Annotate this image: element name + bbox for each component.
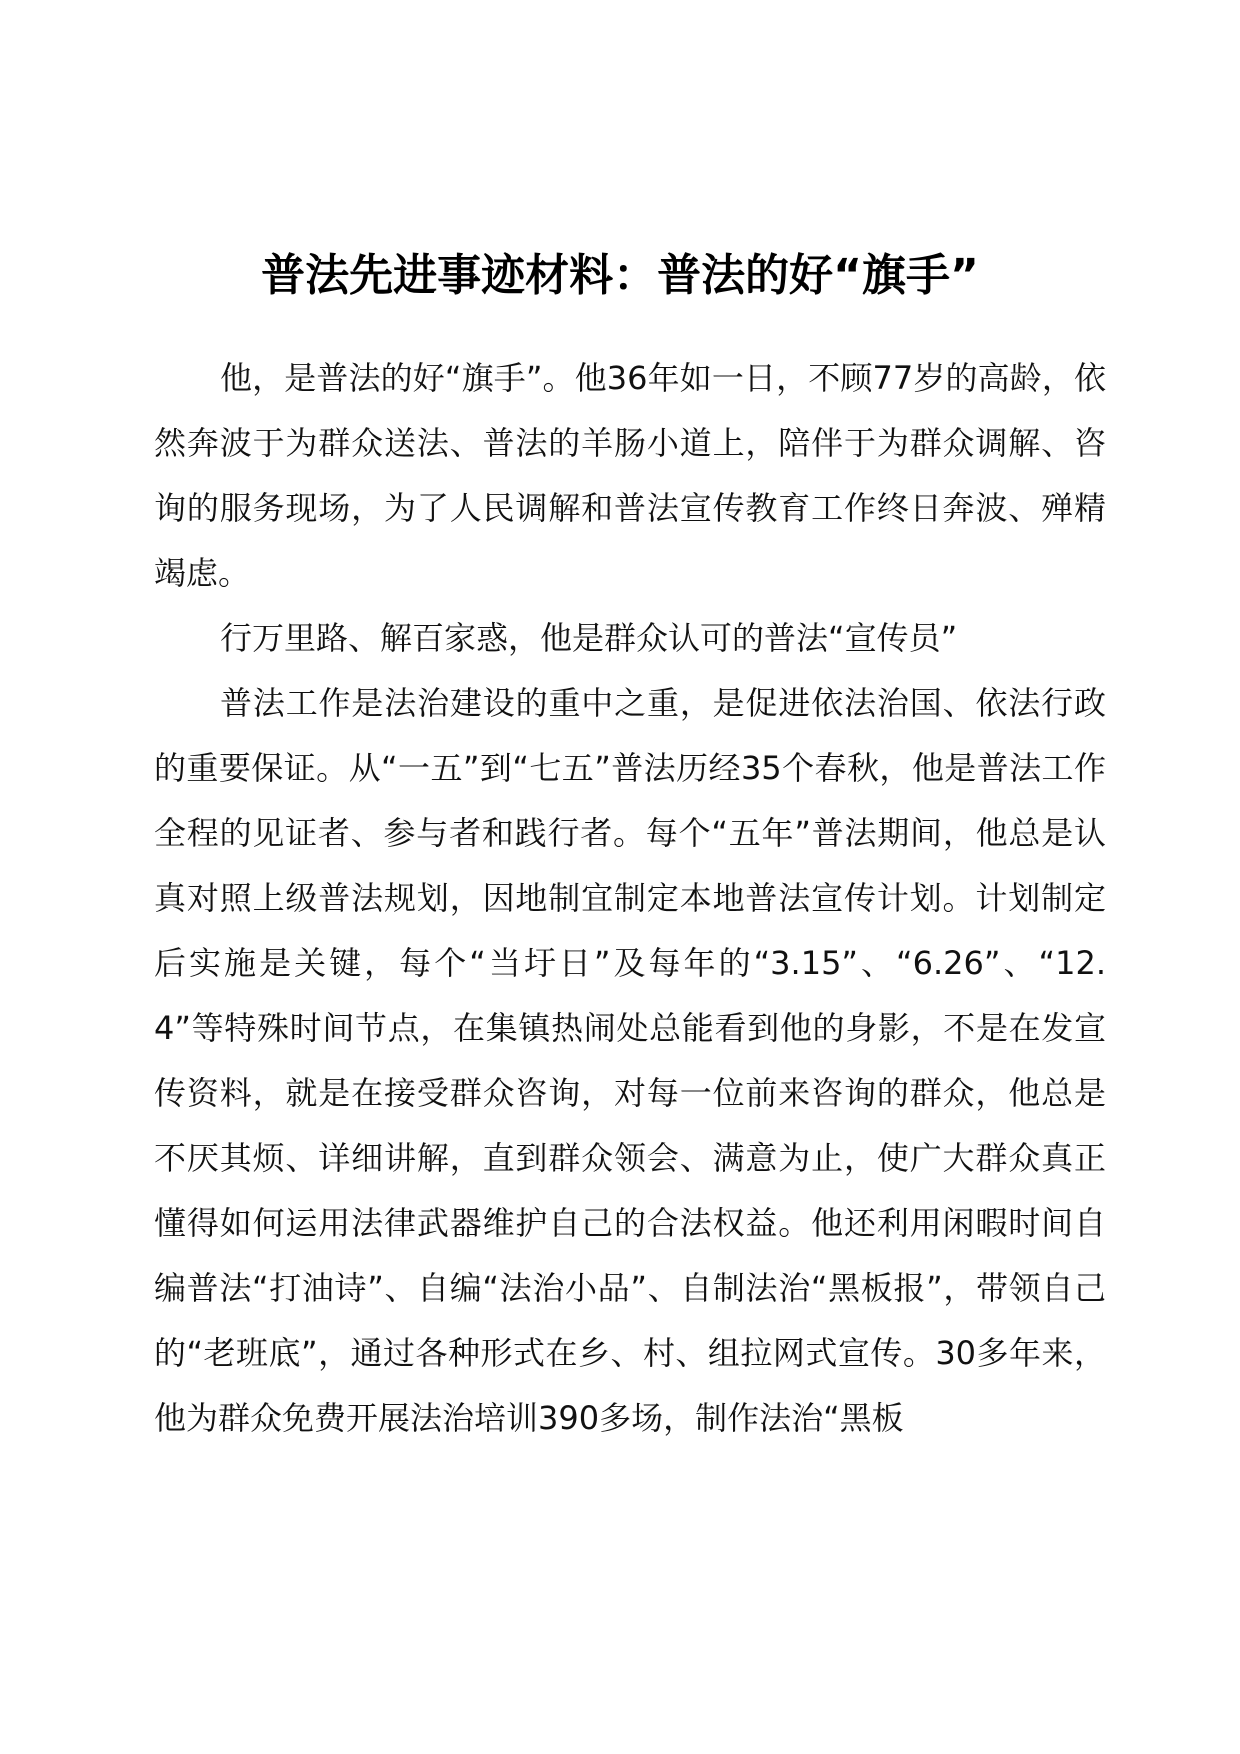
paragraph-intro: 他，是普法的好“旗手”。他36年如一日，不顾77岁的高龄，依然奔波于为群众送法、普法的羊肠小道上，陪伴于为群众调解、咨询的服务现场，为了人民调解和普法宣传教育工作终日奔波、殚精竭虑。 bbox=[154, 359, 1106, 592]
document-title: 普法先进事迹材料：普法的好“旗手” bbox=[261, 250, 979, 301]
paragraph-main: 普法工作是法治建设的重中之重，是促进依法治国、依法行政的重要保证。从“一五”到“七五”普法历经35个春秋，他是普法工作全程的见证者、参与者和践行者。每个“五年”普法期间，他总是认真对照上级普法规划，因地制宜制定本地普法宣传计划。计划制定后实施是关键，每个“当圩日”及每年的“3.15”、“6.26”、“12.4”等特殊时间节点，在集镇热闹处总能看到他的身影，不是在发宣传资料，就是在接受群众咨询，对每一位前来咨询的群众，他总是不厌其烦、详细讲解，直到群众领会、满意为止，使广大群众真正懂得如何运用法律武器维护自己的合法权益。他还利用闲暇时间自编普法“打油诗”、自编“法治小品”、自制法治“黑板报”，带领自己的“老班底”，通过各种形式在乡、村、组拉网式宣传。30多年来，他为群众免费开展法治培训390多场，制作法治“黑板 bbox=[154, 684, 1106, 1437]
document-body bbox=[154, 346, 1106, 1451]
paragraph-subheading: 行万里路、解百家惑，他是群众认可的普法“宣传员” bbox=[220, 619, 958, 657]
